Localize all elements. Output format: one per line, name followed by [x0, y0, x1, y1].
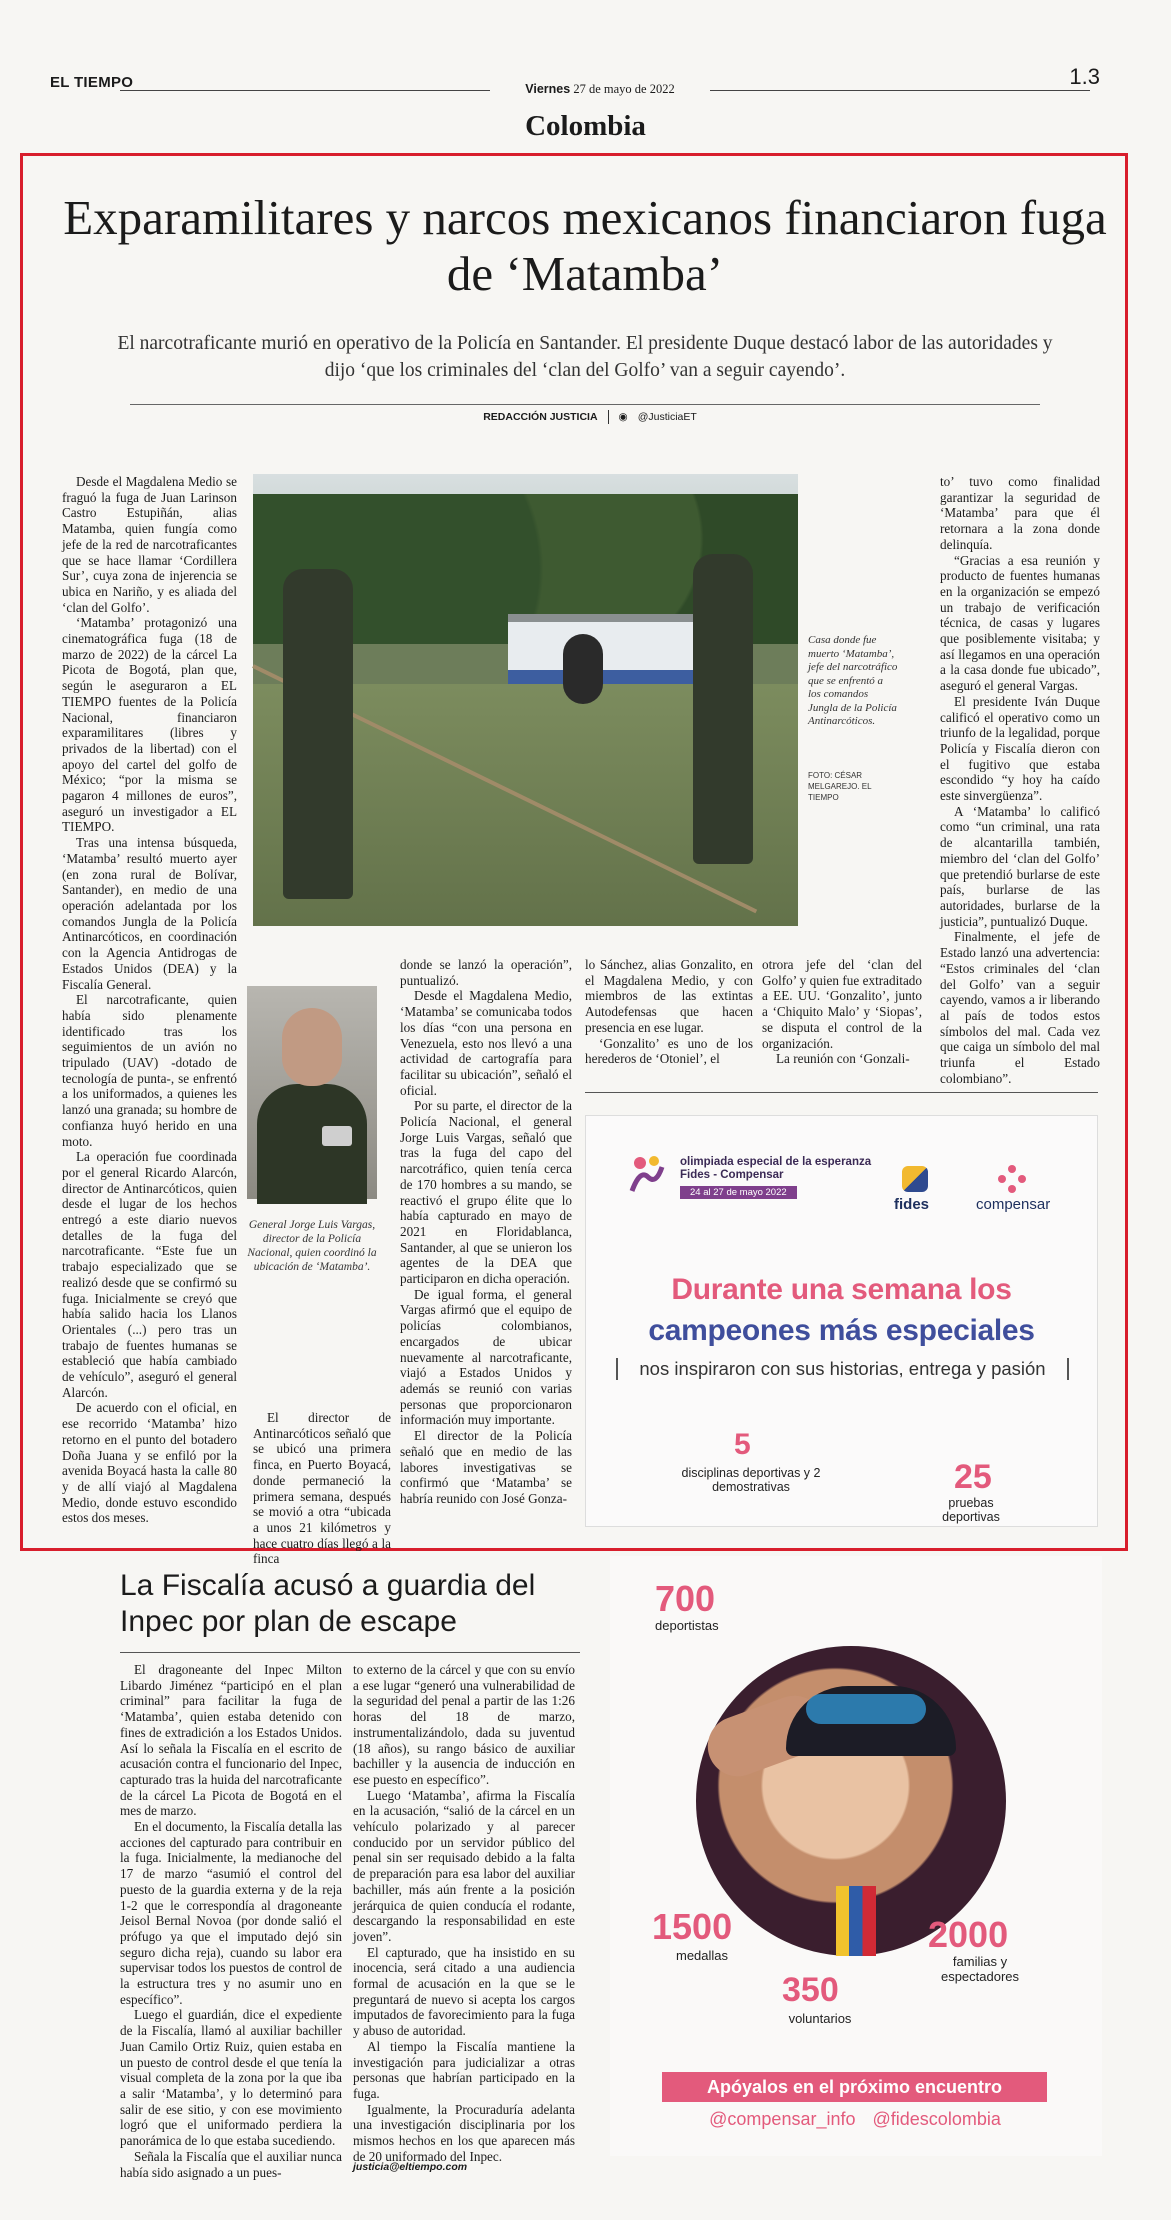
paragraph: Desde el Magdalena Medio, ‘Matamba’ se comunicaba todos los días “con una persona en Venezuela, esto nos llevó a una actividad de cartografía para facilitar su ubicación”, señaló el oficial. — [400, 988, 572, 1098]
olimpiada-headline-2: campeones más especiales — [648, 1314, 1035, 1347]
cta-banner: Apóyalos en el próximo encuentro — [662, 2072, 1047, 2102]
paragraph: to’ tuvo como finalidad garantizar la seguridad de ‘Matamba’ para que él retornara a la zona donde delinquía. — [940, 474, 1100, 552]
fides-handle[interactable]: @fidescolombia — [872, 2109, 1001, 2129]
byline-handle: @JusticiaET — [637, 411, 697, 423]
olimpiada-event-name: olimpiada especial de la esperanza Fides - Compensar — [680, 1156, 872, 1181]
paragraph: Desde el Magdalena Medio se fraguó la fuga de Juan Larinson Castro Estupiñán, alias Matamba, quien fungía como jefe de la red de narcotraficantes que se hace llamar ‘Cordillera Sur’, cuya zona de injerencia se ubica en Nariño, y es aliada del ‘clan del Golfo’. — [62, 474, 237, 615]
olimpiada-headline-1: Durante una semana los — [671, 1273, 1012, 1306]
paragraph: El dragoneante del Inpec Milton Libardo Jiménez “participó en el plan criminal” para facilitar la fuga de ‘Matamba’, quien estaba detenido con fines de extradición a los Estados Unidos. Así lo señala la Fiscalía en el escrito de acusación contra el funcionario del Inpec, capturado tras la huida del narcotraficante de la cárcel La Picota de Bogotá en el mes de marzo. — [120, 1662, 342, 1819]
paragraph: De acuerdo con el oficial, en ese recorrido ‘Matamba’ hizo retorno en el punto del botadero Doña Juana y se enfiló por la avenida Boyacá hasta la calle 80 y de allí viajó al Magdalena Medio, donde estuvo escondido estos dos meses. — [62, 1400, 237, 1526]
main-deck: El narcotraficante murió en operativo de la Policía en Santander. El presidente Duque destacó labor de las autoridades y dijo ‘que los criminales del ‘clan del Golfo’ van a seguir cayendo’. — [117, 333, 1053, 381]
byline-separator — [608, 410, 609, 424]
masthead — [50, 64, 1100, 104]
paragraph: El presidente Iván Duque calificó el operativo como un triunfo de la legalidad, porque Policía y Fiscalía dieron con el fugitivo que estaba escondido “y hoy ha caído este sinvergüenza”. — [940, 693, 1100, 804]
olimpiada-event-dates: 24 al 27 de mayo 2022 — [680, 1186, 797, 1199]
compensar-logo-icon — [997, 1164, 1027, 1194]
compensar-logo-text: compensar — [976, 1196, 1051, 1213]
main-story-column-1 — [62, 474, 237, 1526]
second-headline: La Fiscalía acusó a guardia del Inpec por plan de escape — [120, 1569, 536, 1638]
paragraph: otrora jefe del ‘clan del Golfo’ y quien fue extraditado a EE. UU. ‘Gonzalito’, junto a ‘Chiquito Malo’ y ‘Siopas’, se disputa el control de la organización. — [762, 957, 922, 1051]
main-story-column-4 — [585, 957, 753, 1067]
stat-athletes-label: deportistas — [655, 1618, 719, 1633]
paragraph: El capturado, que ha insistido en su inocencia, será citado a una audiencia formal de acusación en la que se le preguntará de nuevo si acepta los cargos imputados de favorecimiento para la fuga y abuso de autoridad. — [353, 1944, 575, 2039]
deck-rule — [130, 404, 1040, 405]
contact-email[interactable]: justicia@eltiempo.com — [353, 2161, 468, 2173]
paragraph: En el documento, la Fiscalía detalla las acciones del capturado para contribuir en la fuga. Inicialmente, la medianoche del 17 de marzo “asumió el control del puesto de la guardia externa y de la reja 1-2 que le correspondía al dragoneante Jeisol Bernal Novoa (por donde salió el prófugo ya que el imputado dejó sin seguro dicha reja), cuando su labor era supervisar todos los puestos de control de la estructura tres y no asumir uno en específico”. — [120, 1819, 342, 2007]
paragraph: De igual forma, el general Vargas afirmó que el equipo de policías colombianos, encargados de ubicar nuevamente al narcotraficante, viajó a Estados Unidos y además se reunió con varias personas que proporcionaron información muy importante. — [400, 1286, 572, 1428]
byline-name: REDACCIÓN JUSTICIA — [483, 411, 598, 423]
athlete-photo — [696, 1646, 1009, 1956]
photo-caption: Casa donde fue muerto ‘Matamba’, jefe del narcotráfico que se enfrentó a los comandos Jungla de la Policía Antinarcóticos. — [808, 634, 898, 727]
byline — [400, 410, 780, 424]
paragraph: Luego ‘Matamba’, afirma la Fiscalía en la acusación, “salió de la cárcel en un vehículo polarizado y al parecer conducido por un servidor público del penal sin ser requisado debido a la falta de preparación para esa labor del auxiliar bachiller, más aún frente a la posición jerárquica de quien conducía el rodante, descargando la responsabilidad en este joven”. — [353, 1787, 575, 1944]
issue-weekday: Viernes — [525, 82, 571, 96]
stat-families-label: familias y espectadores — [940, 1954, 1020, 1984]
main-photo — [253, 474, 798, 926]
photo-credit: FOTO: CÉSAR MELGAREJO. EL TIEMPO — [808, 771, 872, 802]
issue-date-text: 27 de mayo de 2022 — [573, 82, 675, 96]
main-story-column-2 — [253, 1410, 391, 1567]
stat-volunteers-number: 350 — [782, 1971, 839, 2009]
issue-date — [490, 82, 710, 97]
photo-soldier-left — [283, 569, 353, 899]
paragraph: Por su parte, el director de la Policía Nacional, el general Jorge Luis Vargas, señaló que tras la fuga del capo del narcotráfico, quien tenía cerca de 170 hombres a su mando, se reactivó el grupo élite que lo había capturado en mayo de 2021 en Floridablanca, Santander, al que se unieron los agentes de la DEA que participaron en dicha operación. — [400, 1098, 572, 1287]
olimpiada-logo-icon — [626, 1151, 668, 1193]
stat-athletes-number: 700 — [655, 1578, 716, 1619]
second-story-column-2 — [353, 1662, 575, 2164]
paragraph: Señala la Fiscalía que el auxiliar nunca había sido asignado a un pues- — [120, 2148, 342, 2180]
paragraph: to externo de la cárcel y que con su envío a ese lugar “generó una vulnerabilidad de la seguridad del penal a partir de las 1:26 horas del 18 de marzo, instrumentalizándolo, dada su juventud (18 años), su rango básico de auxiliar bachiller y la ausencia de inducción en ese puesto en específico”. — [353, 1662, 575, 1787]
stat-medals-label: medallas — [675, 1948, 729, 1963]
paragraph: El narcotraficante, quien había sido plenamente identificado tras los seguimientos de un avión no tripulado (UAV) -dotado de tecnología de punta-, se enfrentó a los uniformados, a quienes les lanzó una granada; su hombre de confianza huyó herido en una moto. — [62, 992, 237, 1149]
page-number: 1.3 — [1069, 64, 1100, 89]
paragraph: lo Sánchez, alias Gonzalito, en el Magdalena Medio, y con miembros de las extintas Autodefensas que hacen presencia en ese lugar. — [585, 957, 753, 1035]
paragraph: donde se lanzó la operación”, puntualizó. — [400, 957, 572, 988]
social-handles — [650, 2109, 1060, 2130]
ad-divider — [585, 1092, 1098, 1093]
stat-volunteers-label: voluntarios — [788, 2011, 852, 2026]
second-story-column-1 — [120, 1662, 342, 2180]
paragraph: La reunión con ‘Gonzali- — [776, 1051, 910, 1067]
paragraph: El director de Antinarcóticos señaló que se ubicó una primera finca, en Puerto Boyacá, donde permaneció la primera semana, después se movió a otra “ubicada a unos 21 kilómetros y hace cuatro días llegó a la finca — [253, 1410, 391, 1567]
stat-tests-number: 25 — [954, 1458, 992, 1496]
paragraph: Luego el guardián, dice el expediente de la Fiscalía, llamó al auxiliar bachiller Juan Camilo Ortiz Ruiz, quien estaba en un puesto de control desde el que tenía la visual completa de la zona por la que iba a salir ‘Matamba’, y lo determinó para salir de ese sitio, y con ese movimiento logró que el uniformado perdiera la panorámica de lo que estaba sucediendo. — [120, 2007, 342, 2149]
main-headline: Exparamilitares y narcos mexicanos financiaron fuga de ‘Matamba’ — [63, 190, 1107, 301]
photo-house — [508, 614, 708, 684]
masthead-rule-right — [710, 90, 1090, 91]
compensar-ad — [610, 1556, 1102, 2156]
paragraph: ‘Matamba’ protagonizó una cinematográfica fuga (18 de marzo de 2022) de la cárcel La Picota de Bogotá, plan que, según le aseguraron a EL TIEMPO fuentes de la Policía Nacional, financiaron exparamilitares (libres y privados de la libertad) con el apoyo del cartel del golfo de México; “por la misma se pagaron 4 millones de euros”, aseguró un investigador a EL TIEMPO. — [62, 615, 237, 835]
paragraph: Igualmente, la Procuraduría adelanta una investigación disciplinaria por los mismos hechos en los que aparecen más de 20 uniformado del Inpec. — [353, 2101, 575, 2164]
paragraph: Tras una intensa búsqueda, ‘Matamba’ resultó muerto ayer (en zona rural de Bolívar, Santander), en medio de una operación adelantada por los comandos Jungla de la Policía Antinarcóticos, en coordinación con la Agencia Antidrogas de Estados Unidos (DEA) y la Fiscalía General. — [62, 835, 237, 992]
photo-soldier-right — [693, 554, 753, 864]
portrait-photo — [247, 986, 377, 1199]
photo-house-stripe — [508, 670, 708, 684]
stat-disciplines-label: disciplinas deportivas y 2 demostrativas — [681, 1466, 821, 1494]
fides-logo-icon — [902, 1166, 928, 1192]
stat-tests-label: pruebas deportivas — [942, 1496, 1000, 1524]
stat-medals-number: 1500 — [652, 1906, 733, 1947]
masthead-rule-left — [120, 90, 490, 91]
athlete-goggles — [806, 1694, 926, 1724]
athlete-medal-ribbon — [836, 1886, 876, 1956]
second-headline-rule — [120, 1652, 580, 1653]
stat-families-number: 2000 — [928, 1914, 1009, 1955]
main-story-column-6 — [940, 474, 1100, 1086]
section-title: Colombia — [525, 110, 646, 142]
stat-disciplines-number: 5 — [734, 1428, 751, 1461]
olimpiada-subline: nos inspiraron con sus historias, entrega y pasión — [616, 1358, 1069, 1380]
paragraph: El director de la Policía señaló que en medio de las labores investigativas se confirmó que ‘Matamba’ se habría reunido con José Gonza- — [400, 1428, 572, 1506]
portrait-caption: General Jorge Luis Vargas, director de la Policía Nacional, quien coordinó la ubicación de ‘Matamba’. — [247, 1219, 377, 1273]
main-story-column-3 — [400, 957, 572, 1522]
paragraph: Finalmente, el jefe de Estado lanzó una advertencia: “Estos criminales del ‘clan del Golfo’ van a seguir cayendo, vamos a ir liberando al país de todos estos símbolos del mal. Cada vez que caiga un símbolo del mal triunfa el Estado colombiano”. — [940, 929, 1100, 1086]
main-story-column-5 — [762, 957, 922, 1067]
olimpiada-ad — [585, 1115, 1098, 1527]
paragraph: “Gracias a esa reunión y producto de fuentes humanas en la organización se empezó un trabajo de verificación técnica, de casas y lugares que posiblemente visitaba; y así llegamos en una operación a la casa donde fue ubicado”, aseguró el general Vargas. — [940, 552, 1100, 694]
twitter-icon: ◉ — [618, 411, 628, 423]
portrait-face — [282, 1008, 342, 1086]
paragraph: Al tiempo la Fiscalía mantiene la investigación para judicializar a otras personas que habrían participado en la fuga. — [353, 2038, 575, 2101]
paragraph: ‘Gonzalito’ es uno de los herederos de ‘Otoniel’, el — [585, 1035, 753, 1067]
fides-logo-text: fides — [894, 1196, 930, 1213]
paragraph: La operación fue coordinada por el general Ricardo Alarcón, director de Antinarcóticos, quien desde el lugar de los hechos entregó a este diario nuevos detalles de la fuga del narcotraficante. “Este fue un trabajo especializado que se realizó desde que se confirmó su fuga. Inicialmente se creyó que había salido hacia los Llanos Orientales (...) pero tras un trabajo de fuentes humanas se estableció que había cambiado de vehículo”, aseguró el general Alarcón. — [62, 1149, 237, 1400]
photo-motorcycle — [563, 634, 603, 704]
paragraph: A ‘Matamba’ lo calificó como “un criminal, una rata de alcantarilla también, miembro del ‘clan del Golfo’ que pretendió burlarse de este país, burlarse de las autoridades, burlarse de la justicia”, puntualizó Duque. — [940, 803, 1100, 929]
compensar-handle[interactable]: @compensar_info — [709, 2109, 856, 2129]
portrait-badge — [322, 1126, 352, 1146]
newspaper-brand: EL TIEMPO — [50, 74, 134, 91]
